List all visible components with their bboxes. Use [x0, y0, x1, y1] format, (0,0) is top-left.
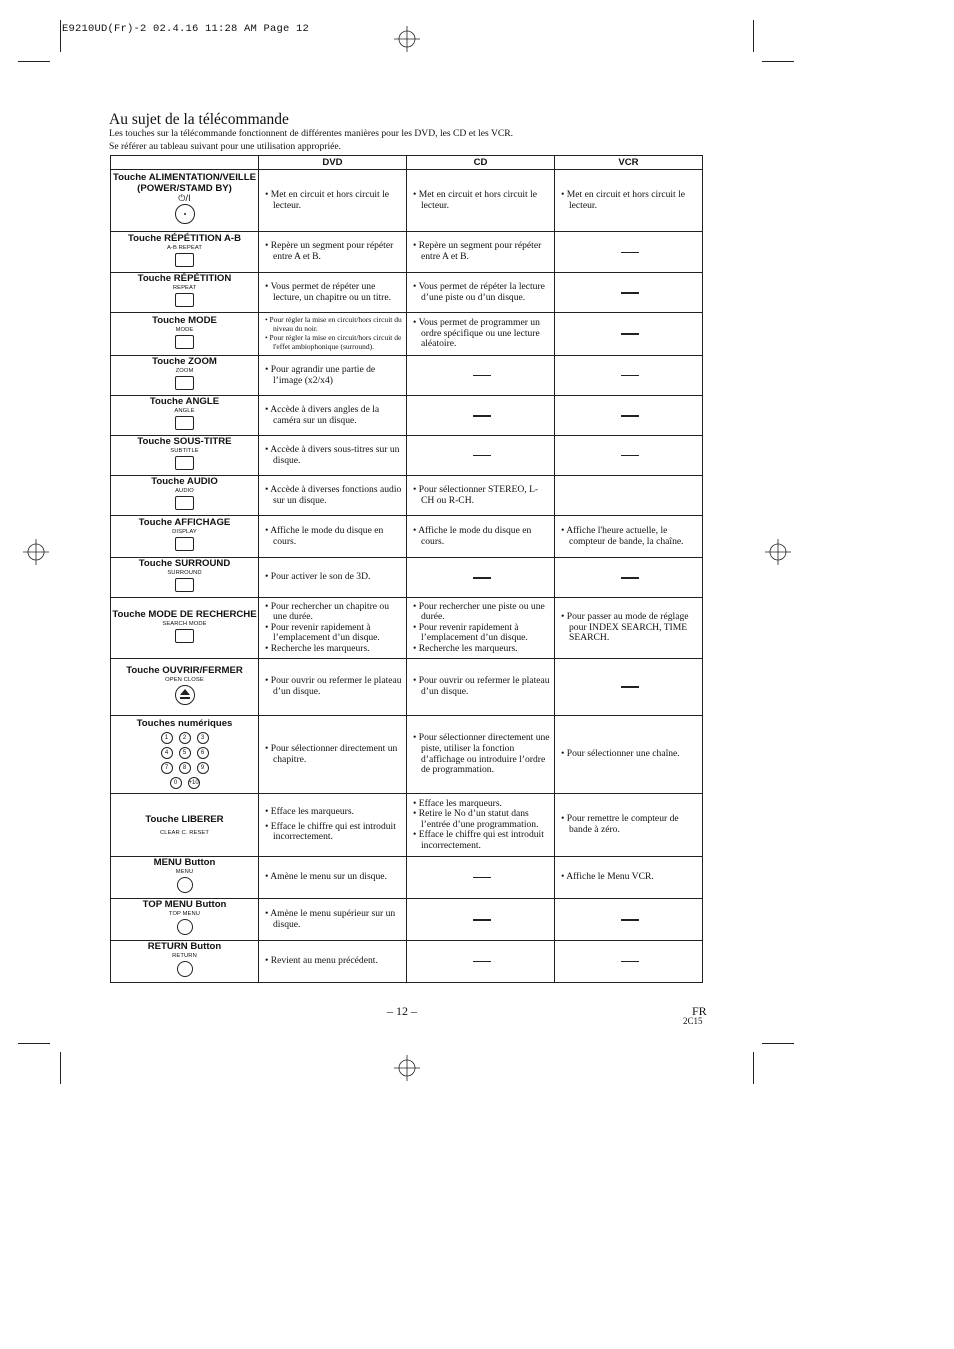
function-cell-vcr: [555, 476, 703, 516]
intro-text: Les touches sur la télécommande fonctionnent de différentes manières pour les DVD, les CD et les VCR.: [109, 128, 514, 139]
function-cell-vcr: [555, 170, 703, 232]
remote-functions-table: [110, 155, 703, 983]
function-cell-dvd: [259, 232, 407, 273]
table-row: [111, 396, 703, 436]
rect-button-icon: [175, 578, 194, 592]
function-cell-vcr: [555, 558, 703, 598]
number-key: 2: [179, 732, 191, 744]
rect-button-icon: [175, 456, 194, 470]
rect-button-icon: [175, 416, 194, 430]
function-cell-dvd: [259, 941, 407, 983]
function-text: • Pour régler la mise en circuit/hors circuit de l'effet ambiophonique (surround).: [265, 333, 402, 351]
key-cell: [111, 356, 259, 396]
function-text: • Recherche les marqueurs.: [265, 642, 370, 654]
number-key: 3: [197, 732, 209, 744]
key-name: Touche MODE: [152, 314, 217, 326]
key-label: ZOOM: [175, 368, 194, 374]
table-row: [111, 516, 703, 558]
key-label: SEARCH MODE: [162, 620, 207, 627]
not-applicable-dash: [621, 292, 639, 294]
table-row: [111, 476, 703, 516]
key-cell: [111, 598, 259, 659]
registration-mark-icon: [394, 1055, 420, 1081]
function-text: • Pour revenir rapidement à l’emplacement d’un disque.: [413, 621, 528, 644]
number-key: 4: [161, 747, 173, 759]
function-cell-dvd: [259, 716, 407, 794]
not-applicable-dash: [621, 375, 639, 376]
rect-button-icon: [175, 376, 194, 390]
key-cell: [111, 170, 259, 232]
function-cell-vcr: [555, 716, 703, 794]
function-text: • Pour sélectionner une chaîne.: [561, 748, 680, 760]
key-cell: [111, 516, 259, 558]
function-cell-dvd: [259, 899, 407, 941]
number-key: 7: [161, 762, 173, 774]
table-row: [111, 313, 703, 356]
function-cell-vcr: [555, 659, 703, 716]
key-name: TOP MENU Button: [142, 899, 227, 910]
not-applicable-dash: [473, 577, 491, 579]
function-cell-dvd: [259, 598, 407, 659]
key-label: CLEAR C. RESET: [159, 829, 210, 836]
model-code: 2C15: [683, 1016, 703, 1026]
not-applicable-dash: [473, 961, 491, 962]
function-text: • Pour sélectionner directement une piste, utiliser la fonction d’affichage ou introduire l’ordre de programmation.: [413, 732, 550, 776]
function-cell-cd: [407, 356, 555, 396]
function-text: • Pour sélectionner STEREO, L-CH ou R-CH.: [413, 483, 539, 506]
key-name: Touche AUDIO: [151, 476, 218, 487]
key-label: REPEAT: [172, 285, 197, 291]
round-button-icon: [177, 919, 193, 935]
table-row: [111, 794, 703, 857]
function-text: • Pour remettre le compteur de bande à zéro.: [561, 813, 679, 835]
rect-button-icon: [175, 253, 194, 267]
language-code: FR: [692, 1004, 707, 1018]
function-cell-cd: [407, 659, 555, 716]
table-row: [111, 232, 703, 273]
function-cell-cd: [407, 899, 555, 941]
function-text: • Pour régler la mise en circuit/hors circuit du niveau du noir.: [265, 315, 402, 334]
key-cell: [111, 941, 259, 983]
corner-header: [111, 156, 259, 170]
not-applicable-dash: [621, 961, 639, 962]
key-name: Touche RÉPÉTITION A-B: [128, 232, 241, 244]
numeric-keypad-icon: [161, 732, 209, 792]
key-name: Touche OUVRIR/FERMER: [126, 664, 243, 676]
key-label: RETURN: [172, 953, 197, 959]
function-text: • Accède à diverses fonctions audio sur un disque.: [265, 483, 402, 506]
power-button-icon: [175, 204, 195, 224]
function-text: • Affiche l'heure actuelle, le compteur de bande, la chaîne.: [561, 524, 684, 547]
function-cell-cd: [407, 516, 555, 558]
function-text: • Recherche les marqueurs.: [413, 642, 518, 654]
crop-mark: [753, 1052, 754, 1084]
key-cell: [111, 232, 259, 273]
key-name: Touche LIBERER: [145, 813, 224, 825]
key-cell: [111, 899, 259, 941]
function-text: • Accède à divers sous-titres sur un disque.: [265, 443, 400, 466]
rect-button-icon: [175, 335, 194, 349]
number-key: 6: [197, 747, 209, 759]
function-cell-vcr: [555, 436, 703, 476]
not-applicable-dash: [621, 455, 639, 456]
function-cell-cd: [407, 436, 555, 476]
key-name: Touche ALIMENTATION/VEILLE (POWER/STAMD BY): [112, 172, 256, 194]
print-header: E9210UD(Fr)-2 02.4.16 11:28 AM Page 12: [62, 23, 310, 35]
function-cell-cd: [407, 313, 555, 356]
function-cell-cd: [407, 941, 555, 983]
key-name: Touche MODE DE RECHERCHE: [112, 608, 257, 620]
function-text: • Affiche le Menu VCR.: [561, 871, 654, 883]
crop-mark: [762, 1043, 794, 1044]
registration-mark-icon: [765, 539, 791, 565]
key-label: OPEN CLOSE: [165, 676, 204, 683]
table-row: [111, 659, 703, 716]
key-label: DISPLAY: [172, 529, 197, 535]
function-cell-cd: [407, 716, 555, 794]
function-text: • Amène le menu sur un disque.: [265, 871, 387, 883]
intro-text: Se référer au tableau suivant pour une utilisation appropriée.: [109, 141, 342, 152]
not-applicable-dash: [621, 577, 639, 579]
crop-mark: [60, 20, 61, 52]
key-cell: [111, 857, 259, 899]
key-label: AUDIO: [175, 488, 194, 494]
function-cell-dvd: [259, 659, 407, 716]
function-cell-vcr: [555, 794, 703, 857]
function-cell-cd: [407, 857, 555, 899]
table-row: [111, 558, 703, 598]
table-row: [111, 598, 703, 659]
number-key: 0: [170, 777, 182, 789]
key-name: Touche ZOOM: [152, 356, 217, 367]
rect-button-icon: [175, 537, 194, 551]
number-key: +10: [188, 777, 200, 789]
number-key: 9: [197, 762, 209, 774]
function-text: • Pour rechercher une piste ou une durée.: [413, 600, 545, 623]
column-header-cd: CD: [407, 156, 555, 170]
key-cell: [111, 558, 259, 598]
not-applicable-dash: [621, 415, 639, 417]
table-row: [111, 273, 703, 313]
function-text: • Pour revenir rapidement à l’emplacement d’un disque.: [265, 621, 380, 644]
function-cell-dvd: [259, 516, 407, 558]
table-row: [111, 899, 703, 941]
rect-button-icon: [175, 496, 194, 510]
registration-mark-icon: [394, 26, 420, 52]
function-text: • Vous permet de répéter la lecture d’une piste ou d’un disque.: [413, 280, 545, 303]
key-cell: [111, 476, 259, 516]
function-text: • Affiche le mode du disque en cours.: [265, 524, 384, 547]
function-cell-dvd: [259, 794, 407, 857]
function-text: • Efface le chiffre qui est introduit incorrectement.: [413, 829, 544, 851]
key-cell: [111, 436, 259, 476]
function-text: • Pour ouvrir ou refermer le plateau d’un disque.: [413, 675, 550, 697]
not-applicable-dash: [473, 455, 491, 456]
crop-mark: [18, 61, 50, 62]
not-applicable-dash: [473, 375, 491, 376]
function-cell-dvd: [259, 356, 407, 396]
function-text: • Met en circuit et hors circuit le lecteur.: [561, 188, 686, 211]
table-row: [111, 356, 703, 396]
function-text: • Repère un segment pour répéter entre A et B.: [265, 240, 394, 262]
key-label: MENU: [175, 869, 194, 875]
eject-icon: [175, 685, 195, 705]
function-text: • Retire le No d’un statut dans l’entrée d’une programmation.: [413, 808, 539, 830]
function-text: • Pour passer au mode de réglage pour INDEX SEARCH, TIME SEARCH.: [561, 611, 689, 644]
function-text: • Efface les marqueurs.: [265, 806, 354, 818]
function-text: • Pour ouvrir ou refermer le plateau d’un disque.: [265, 675, 402, 697]
function-text: • Efface les marqueurs.: [413, 797, 502, 809]
not-applicable-dash: [473, 919, 491, 921]
not-applicable-dash: [621, 919, 639, 921]
key-cell: [111, 273, 259, 313]
key-name: Touche AFFICHAGE: [138, 517, 231, 528]
function-cell-dvd: [259, 170, 407, 232]
rect-button-icon: [175, 293, 194, 307]
not-applicable-dash: [621, 252, 639, 253]
crop-mark: [753, 20, 754, 52]
key-label: ⏻/I: [178, 193, 191, 203]
function-text: • Efface le chiffre qui est introduit incorrectement.: [265, 820, 396, 843]
function-cell-cd: [407, 476, 555, 516]
page-title: Au sujet de la télécommande: [109, 111, 289, 128]
table-row: [111, 941, 703, 983]
function-text: • Repère un segment pour répéter entre A et B.: [413, 240, 542, 262]
key-label: MODE: [175, 326, 194, 333]
function-text: • Pour rechercher un chapitre ou une durée.: [265, 600, 390, 623]
function-text: • Amène le menu supérieur sur un disque.: [265, 907, 396, 930]
key-name: Touche RÉPÉTITION: [137, 273, 232, 284]
function-text: • Met en circuit et hors circuit le lecteur.: [413, 188, 538, 211]
function-cell-cd: [407, 558, 555, 598]
function-cell-vcr: [555, 273, 703, 313]
crop-mark: [18, 1043, 50, 1044]
function-cell-cd: [407, 794, 555, 857]
column-header-vcr: VCR: [555, 156, 703, 170]
round-button-icon: [177, 961, 193, 977]
table-row: [111, 436, 703, 476]
key-name: MENU Button: [153, 857, 216, 868]
key-label: A-B REPEAT: [166, 244, 203, 251]
function-cell-cd: [407, 598, 555, 659]
function-cell-vcr: [555, 899, 703, 941]
key-label: TOP MENU: [168, 911, 201, 917]
column-header-dvd: DVD: [259, 156, 407, 170]
number-key: 1: [161, 732, 173, 744]
function-cell-vcr: [555, 516, 703, 558]
key-label: ANGLE: [174, 408, 195, 414]
key-name: Touche ANGLE: [149, 396, 220, 407]
function-cell-vcr: [555, 598, 703, 659]
crop-mark: [60, 1052, 61, 1084]
page-number: – 12 –: [387, 1004, 417, 1018]
key-label: SURROUND: [167, 570, 202, 576]
function-cell-dvd: [259, 313, 407, 356]
function-cell-vcr: [555, 313, 703, 356]
key-cell: [111, 716, 259, 794]
function-cell-vcr: [555, 941, 703, 983]
function-text: • Vous permet de programmer un ordre spécifique ou une lecture aléatoire.: [413, 317, 540, 350]
function-cell-vcr: [555, 857, 703, 899]
key-cell: [111, 794, 259, 857]
function-cell-vcr: [555, 232, 703, 273]
function-cell-vcr: [555, 396, 703, 436]
not-applicable-dash: [473, 877, 491, 878]
function-cell-dvd: [259, 273, 407, 313]
function-cell-dvd: [259, 857, 407, 899]
function-cell-cd: [407, 170, 555, 232]
key-cell: [111, 659, 259, 716]
key-name: Touche SOUS-TITRE: [137, 436, 232, 447]
function-text: • Met en circuit et hors circuit le lecteur.: [265, 188, 390, 211]
not-applicable-dash: [473, 415, 491, 417]
function-cell-dvd: [259, 396, 407, 436]
function-cell-cd: [407, 273, 555, 313]
key-name: Touche SURROUND: [138, 558, 231, 569]
function-text: • Pour agrandir une partie de l’image (x2/x4): [265, 363, 376, 386]
function-cell-dvd: [259, 436, 407, 476]
key-cell: [111, 313, 259, 356]
round-button-icon: [177, 877, 193, 893]
key-label: SUBTITLE: [170, 448, 199, 454]
function-text: • Affiche le mode du disque en cours.: [413, 524, 532, 547]
function-cell-dvd: [259, 558, 407, 598]
not-applicable-dash: [621, 686, 639, 688]
registration-mark-icon: [23, 539, 49, 565]
table-row: [111, 716, 703, 794]
function-cell-dvd: [259, 476, 407, 516]
function-cell-vcr: [555, 356, 703, 396]
function-text: • Pour sélectionner directement un chapitre.: [265, 742, 398, 765]
crop-mark: [762, 61, 794, 62]
function-text: • Pour activer le son de 3D.: [265, 571, 371, 583]
function-cell-cd: [407, 232, 555, 273]
number-key: 5: [179, 747, 191, 759]
function-cell-cd: [407, 396, 555, 436]
rect-button-icon: [175, 629, 194, 643]
function-text: • Accède à divers angles de la caméra sur un disque.: [265, 403, 380, 426]
function-text: • Vous permet de répéter une lecture, un chapitre ou un titre.: [265, 280, 392, 303]
number-key: 8: [179, 762, 191, 774]
key-name: Touches numériques: [136, 717, 233, 729]
table-row: [111, 170, 703, 232]
key-name: RETURN Button: [147, 941, 222, 952]
not-applicable-dash: [621, 333, 639, 335]
function-text: • Revient au menu précédent.: [265, 955, 378, 967]
key-cell: [111, 396, 259, 436]
table-row: [111, 857, 703, 899]
